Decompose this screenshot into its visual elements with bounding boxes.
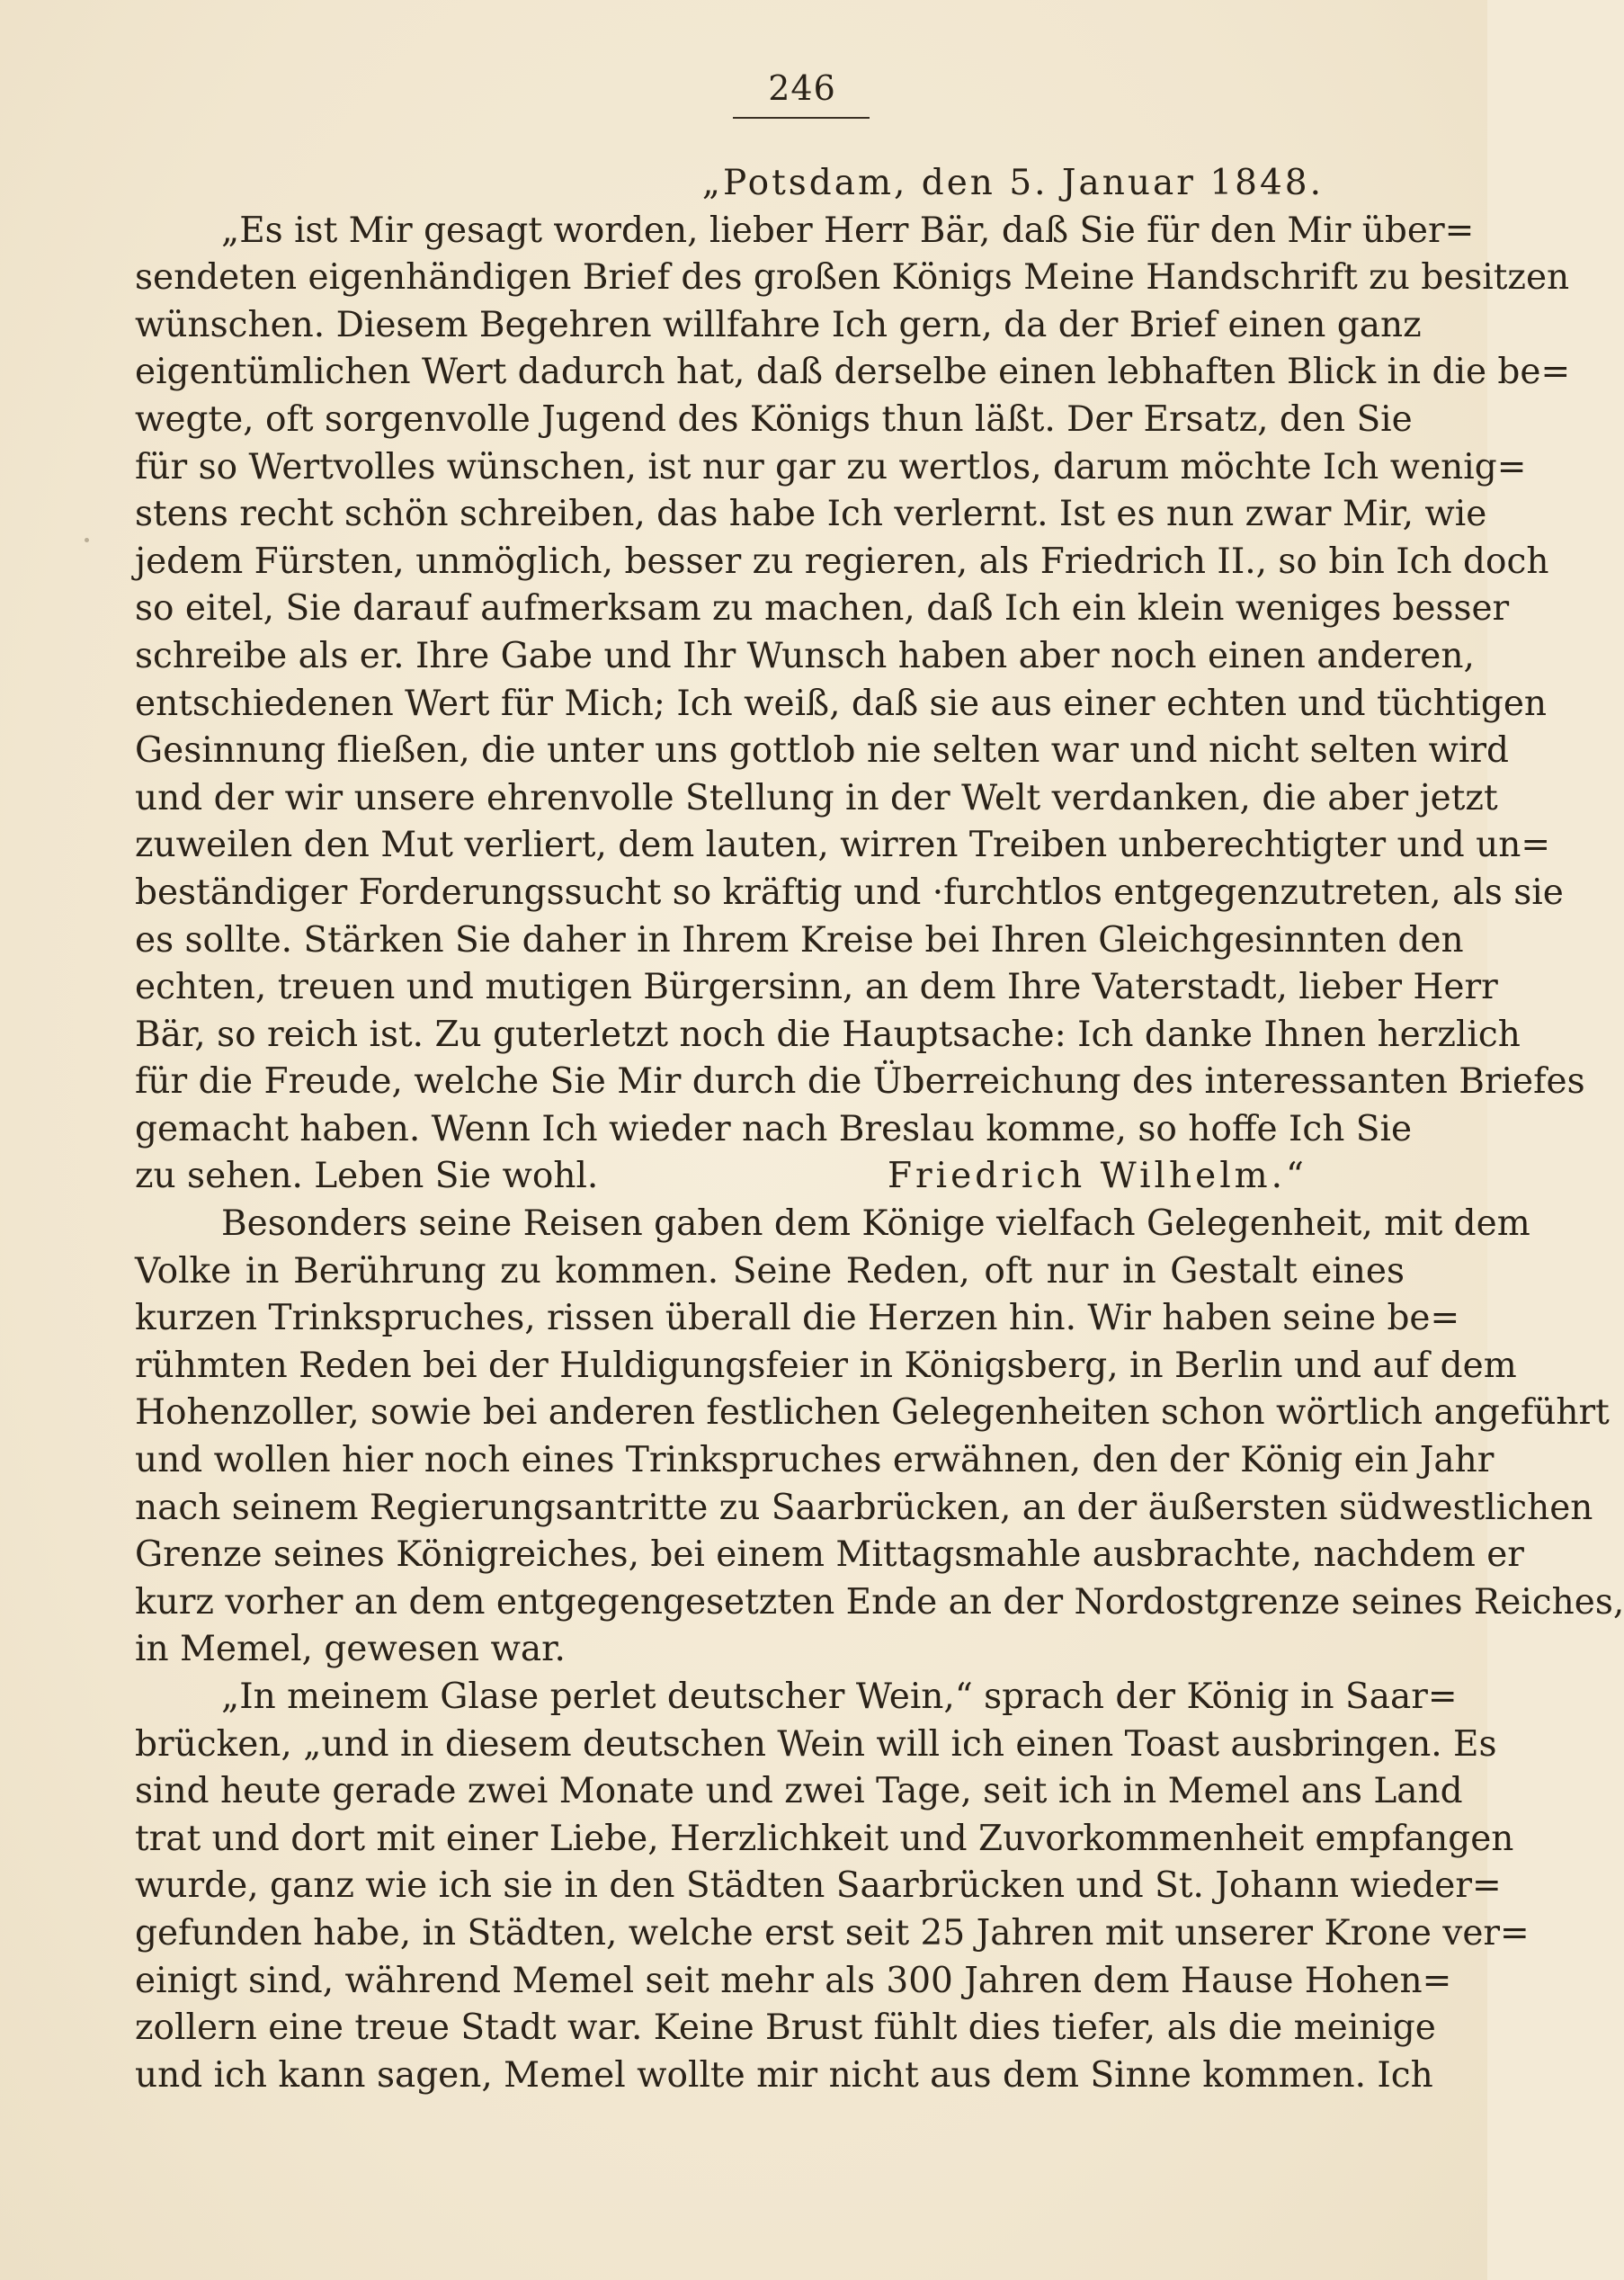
text-line: und wollen hier noch eines Trinkspruches erwähnen, den der König ein Jahr <box>135 1440 1495 1481</box>
header-rule <box>733 117 870 119</box>
letter-paragraph <box>135 208 1585 1201</box>
text-line: beständiger Forderungssucht so kräftig und ·furchtlos entgegenzutreten, als sie <box>135 872 1564 913</box>
text-line: sind heute gerade zwei Monate und zwei Tage, seit ich in Memel ans Land <box>135 1771 1463 1812</box>
text-line: wünschen. Diesem Begehren willfahre Ich gern, da der Brief einen ganz <box>135 304 1422 345</box>
text-line: nach seinem Regierungsantritte zu Saarbrücken, an der äußersten südwestlichen <box>135 1487 1593 1528</box>
toast-paragraph <box>135 1674 1530 2099</box>
text-line: schreibe als er. Ihre Gabe und Ihr Wunsch haben aber noch einen anderen, <box>135 635 1475 676</box>
text-line: „Es ist Mir gesagt worden, lieber Herr Bär, daß Sie für den Mir über= <box>221 210 1475 251</box>
letter-closing-line <box>135 1153 1405 1201</box>
text-line: es sollte. Stärken Sie daher in Ihrem Kreise bei Ihren Gleichgesinnten den <box>135 919 1464 961</box>
text-line: für so Wertvolles wünschen, ist nur gar zu wertlos, darum möchte Ich wenig= <box>135 446 1527 487</box>
text-line: Gesinnung fließen, die unter uns gottlob nie selten war und nicht selten wird <box>135 730 1509 772</box>
text-line: rühmten Reden bei der Huldigungsfeier in Königsberg, in Berlin und auf dem <box>135 1345 1517 1386</box>
text-line: Hohenzoller, sowie bei anderen festlichen Gelegenheiten schon wörtlich angeführt <box>135 1392 1610 1434</box>
text-line: zuweilen den Mut verliert, dem lauten, wirren Treiben unberechtigter und un= <box>135 825 1551 866</box>
dateline: „Potsdam, den 5. Januar 1848. <box>701 163 1324 203</box>
text-line: in Memel, gewesen war. <box>135 1629 566 1670</box>
text-line: jedem Fürsten, unmöglich, besser zu regieren, als Friedrich II., so bin Ich doch <box>135 541 1549 582</box>
text-line: „In meinem Glase perlet deutscher Wein,“ sprach der König in Saar= <box>221 1676 1458 1717</box>
text-line: gefunden habe, in Städten, welche erst seit 25 Jahren mit unserer Krone ver= <box>135 1912 1530 1954</box>
text-line: trat und dort mit einer Liebe, Herzlichkeit und Zuvorkommenheit empfangen <box>135 1818 1514 1859</box>
text-line: brücken, „und in diesem deutschen Wein will ich einen Toast ausbringen. Es <box>135 1723 1497 1765</box>
letter-signature: Friedrich Wilhelm.“ <box>887 1156 1307 1197</box>
text-line: eigentümlichen Wert dadurch hat, daß derselbe einen lebhaften Blick in die be= <box>135 352 1571 393</box>
text-line: kurz vorher an dem entgegengesetzten Ende an der Nordostgrenze seines Reiches, <box>135 1581 1624 1623</box>
text-line: so eitel, Sie darauf aufmerksam zu machen, daß Ich ein klein weniges besser <box>135 588 1510 630</box>
text-line: gemacht haben. Wenn Ich wieder nach Breslau komme, so hoffe Ich Sie <box>135 1108 1413 1149</box>
text-line: kurzen Trinkspruches, rissen überall die Herzen hin. Wir haben seine be= <box>135 1298 1460 1339</box>
text-line: Grenze seines Königreiches, bei einem Mittagsmahle ausbrachte, nachdem er <box>135 1534 1524 1576</box>
text-line: Bär, so reich ist. Zu guterletzt noch die Hauptsache: Ich danke Ihnen herzlich <box>135 1014 1521 1055</box>
text-line: Volke in Berührung zu kommen. Seine Reden, oft nur in Gestalt eines <box>135 1250 1405 1292</box>
text-line: stens recht schön schreiben, das habe Ich verlernt. Ist es nun zwar Mir, wie <box>135 494 1487 535</box>
text-line: und der wir unsere ehrenvolle Stellung in der Welt verdanken, die aber jetzt <box>135 777 1498 818</box>
text-line: zollern eine treue Stadt war. Keine Brust fühlt dies tiefer, als die meinige <box>135 2007 1436 2049</box>
body-text <box>135 160 1624 2099</box>
text-line: sendeten eigenhändigen Brief des großen Königs Meine Handschrift zu besitzen <box>135 257 1570 299</box>
text-line: wegte, oft sorgenvolle Jugend des Königs thun läßt. Der Ersatz, den Sie <box>135 398 1413 440</box>
page-number: 246 <box>768 68 836 108</box>
narrative-paragraph <box>135 1201 1624 1674</box>
letter-closing: zu sehen. Leben Sie wohl. <box>135 1156 599 1197</box>
text-line: entschiedenen Wert für Mich; Ich weiß, daß sie aus einer echten und tüchtigen <box>135 683 1548 724</box>
text-line: einigt sind, während Memel seit mehr als 300 Jahren dem Hause Hohen= <box>135 1960 1452 2001</box>
text-line: wurde, ganz wie ich sie in den Städten Saarbrücken und St. Johann wieder= <box>135 1865 1502 1907</box>
text-line: echten, treuen und mutigen Bürgersinn, an dem Ihre Vaterstadt, lieber Herr <box>135 967 1498 1008</box>
text-line: für die Freude, welche Sie Mir durch die Überreichung des interessanten Briefes <box>135 1061 1585 1103</box>
text-line: Besonders seine Reisen gaben dem Könige vielfach Gelegenheit, mit dem <box>221 1203 1530 1245</box>
paper-speck <box>85 538 89 542</box>
text-line: und ich kann sagen, Memel wollte mir nicht aus dem Sinne kommen. Ich <box>135 2054 1433 2096</box>
